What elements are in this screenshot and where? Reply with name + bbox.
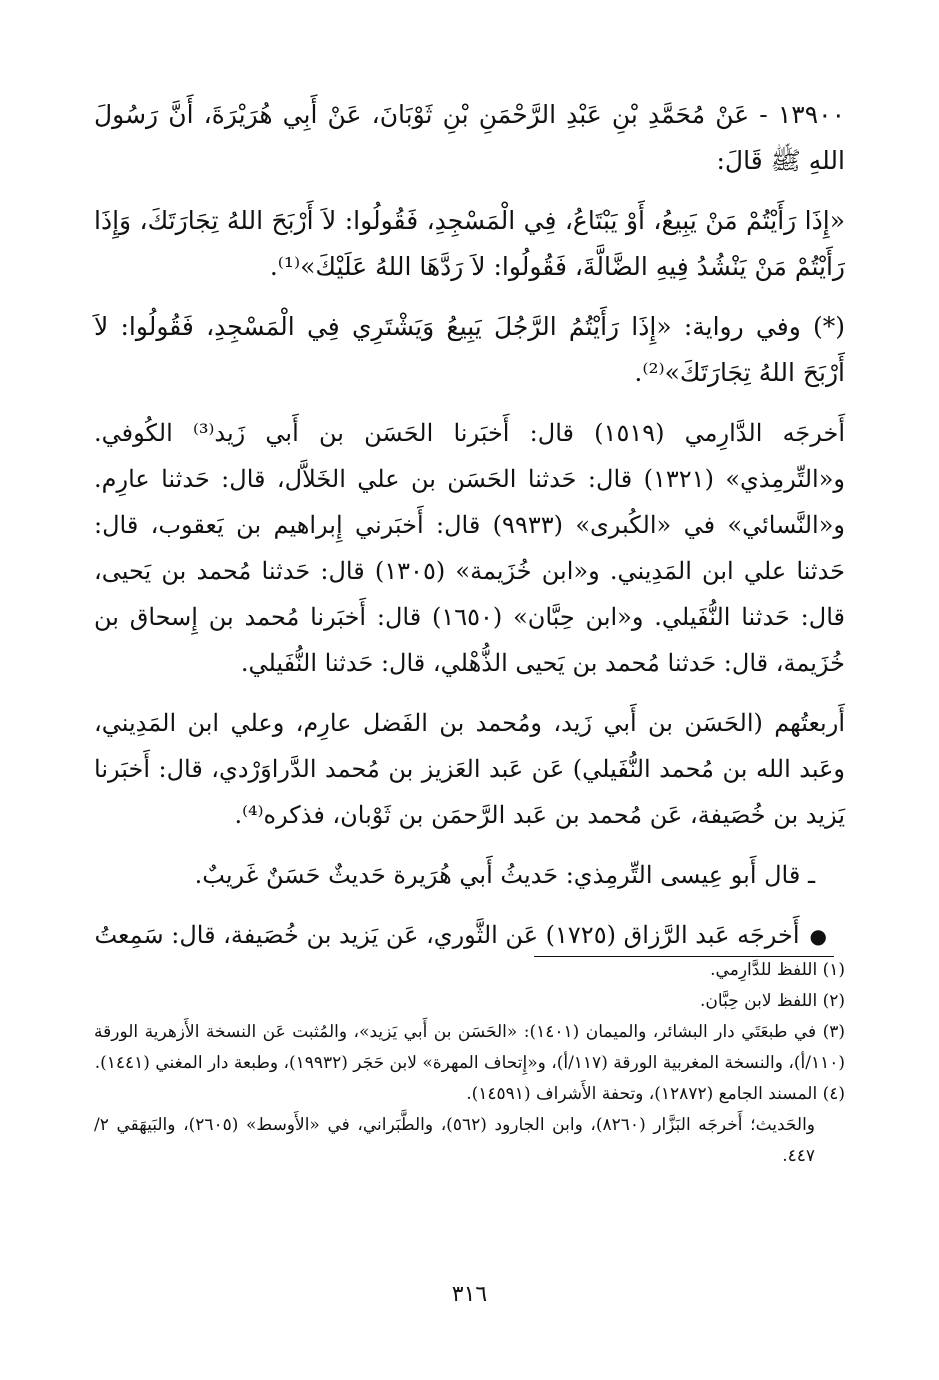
- footnote-2: (٢) اللفظ لابن حِبَّان.: [700, 991, 845, 1011]
- takhrij-paragraph: أَخرجَه الدَّارِمي (١٥١٩) قال: أَخبَرنا الحَسَن بن أَبي زَيد⁽³⁾ الكُوفي. و«التِّرمِذي» (١٣٢١) قال: حَدثنا الحَسَن بن علي الخَلاَّل، قال: حَدثنا عارِم. و«النَّسائي» في «الكُبرى» (٩٩٣٣) قال: أَخبَرني إِبراهيم بن يَعقوب، قال: حَدثنا علي ابن المَدِيني. و«ابن خُزَيمة» (١٣٠٥) قال: حَدثنا مُحمد بن يَحيى، قال: حَدثنا النُّفَيلي. و«ابن حِبَّان» (١٦٥٠) قال: أَخبَرنا مُحمد بن إِسحاق بن خُزَيمة، قال: حَدثنا مُحمد بن يَحيى الذُّهْلي، قال: حَدثنا النُّفَيلي.: [94, 419, 846, 677]
- chain-summary-paragraph: أَربعتُهم (الحَسَن بن أَبي زَيد، ومُحمد بن الفَضل عارِم، وعلي ابن المَدِيني، وعَبد الله بن مُحمد النُّفَيلي) عَن عَبد العَزيز بن مُحمد الدَّراوَرْدي، قال: أَخبَرنا يَزيد بن خُصَيفة، عَن مُحمد بن عَبد الرَّحمَن بن ثَوْبان، فذكره⁽⁴⁾.: [94, 709, 845, 829]
- main-text: [94, 92, 845, 959]
- tirmidhi-grade: ـ قال أَبو عِيسى التِّرمِذي: حَديثُ أَبي هُرَيرة حَديثٌ حَسَنٌ غَريبٌ.: [194, 861, 815, 889]
- continuation-text: أَخرجَه عَبد الرَّزاق (١٧٢٥) عَن الثَّوري، عَن يَزيد بن خُصَيفة، قال: سَمِعتُ: [94, 921, 800, 949]
- page-number: ٣١٦: [451, 1282, 488, 1307]
- hadith-header: ١٣٩٠٠ - عَنْ مُحَمَّدِ بْنِ عَبْدِ الرَّحْمَنِ بْنِ ثَوْبَانَ، عَنْ أَبِي هُرَيْرَةَ، أَنَّ رَسُولَ اللهِ ﷺ قَالَ:: [94, 100, 845, 175]
- footnote-4: (٤) المسند الجامع (١٢٨٧٢)، وتحفة الأَشراف (١٤٥٩١).: [466, 1084, 845, 1104]
- continuation-line: [94, 912, 845, 959]
- alternate-narration: (*) وفي رواية: «إِذَا رَأَيْتُمُ الرَّجُلَ يَبِيعُ وَيَشْتَرِي فِي الْمَسْجِدِ، فَقُولُوا: لاَ أَرْبَحَ اللهُ تِجَارَتَكَ»⁽²⁾.: [94, 312, 845, 387]
- footnote-1: (١) اللفظ للدَّارِمي.: [710, 960, 845, 980]
- bullet-icon: ●: [809, 924, 827, 948]
- footnote-3: (٣) في طبعَتَي دار البشائر، والميمان (١٤٠١): «الحَسَن بن أَبي يَزيد»، والمُثبت عَن النسخة الأَزهرية الورقة (١١٠/أ)، والنسخة المغربية الورقة (١١٧/أ)، و«إِتحاف المهرة» لابن حَجَر (١٩٩٣٢)، وطبعة دار المغني (١٤٤١).: [94, 1022, 846, 1073]
- footnote-4-continuation: والحَديث؛ أَخرجَه البَزَّار (٨٢٦٠)، وابن الجارود (٥٦٢)، والطَّبَراني، في «الأَوسط» (٢٦٠٥)، والبَيهَقي ٢/ ٤٤٧.: [94, 1115, 815, 1166]
- hadith-text: «إِذَا رَأَيْتُمْ مَنْ يَبِيعُ، أَوْ يَبْتَاعُ، فِي الْمَسْجِدِ، فَقُولُوا: لاَ أَرْبَحَ اللهُ تِجَارَتَكَ، وَإِذَا رَأَيْتُمْ مَنْ يَنْشُدُ فِيهِ الضَّالَّةَ، فَقُولُوا: لاَ رَدَّهَا اللهُ عَلَيْكَ»⁽¹⁾.: [94, 206, 845, 281]
- footnotes: [94, 955, 845, 1172]
